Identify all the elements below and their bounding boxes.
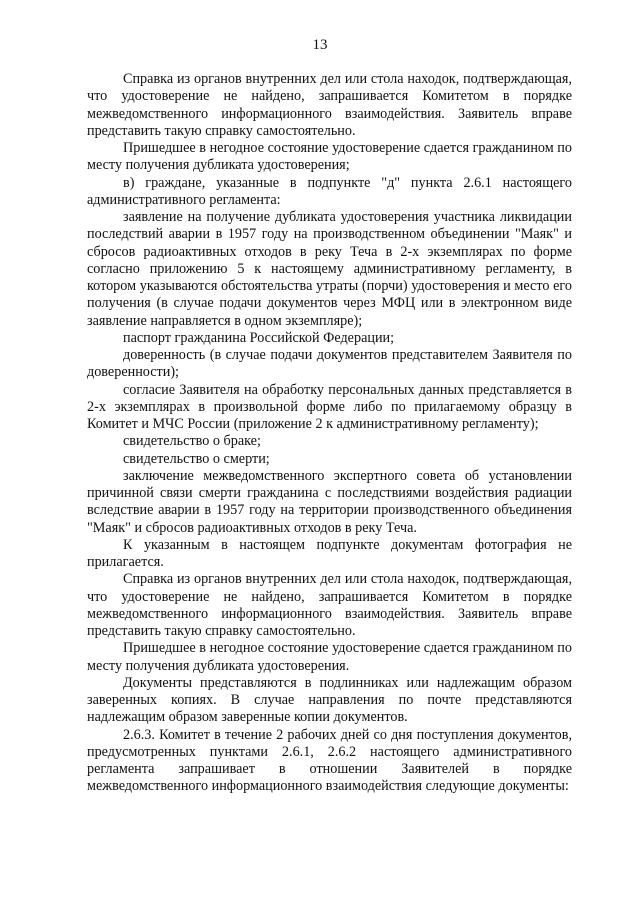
document-body bbox=[87, 71, 572, 796]
page-number: 13 bbox=[312, 37, 328, 53]
paragraph: заключение межведомственного экспертного совета об установлении причинной связи смерти гражданина с последствиями воздействия радиации вследствие аварии в 1957 году на территории производственного объединения "Маяк" и сбросов радиоактивных отходов в реку Теча. bbox=[87, 467, 572, 536]
paragraph: Пришедшее в негодное состояние удостоверение сдается гражданином по месту получения дубликата удостоверения. bbox=[87, 640, 572, 674]
paragraph: согласие Заявителя на обработку персональных данных представляется в 2-х экземплярах в произвольной форме либо по прилагаемому образцу в Комитет и МЧС России (приложение 2 к административному регламенту); bbox=[87, 381, 572, 432]
paragraph: в) граждане, указанные в подпункте "д" пункта 2.6.1 настоящего административного регламента: bbox=[87, 174, 572, 208]
paragraph: свидетельство о браке; bbox=[123, 433, 261, 450]
paragraph: 2.6.3. Комитет в течение 2 рабочих дней со дня поступления документов, предусмотренных пунктами 2.6.1, 2.6.2 настоящего административного регламента запрашивает в отношении Заявителей в порядке межведомственного информационного взаимодействия следующие документы: bbox=[87, 726, 572, 795]
paragraph: Документы представляются в подлинниках или надлежащим образом заверенных копиях. В случае направления по почте представляются надлежащим образом заверенные копии документов. bbox=[87, 674, 572, 726]
paragraph: паспорт гражданина Российской Федерации; bbox=[123, 329, 395, 346]
paragraph: доверенность (в случае подачи документов представителем Заявителя по доверенности); bbox=[87, 347, 572, 381]
paragraph: К указанным в настоящем подпункте документам фотография не прилагается. bbox=[87, 536, 572, 570]
paragraph: заявление на получение дубликата удостоверения участника ликвидации последствий аварии в 1957 году на производственном объединении "Маяк" и сбросов радиоактивных отходов в реку Теча в 2-х экземплярах по форме согласно приложению 5 к настоящему административному регламенту, в котором указываются обстоятельства утраты (порчи) удостоверения и место его получения (в случае подачи документов через МФЦ или в электронном виде заявление направляется в одном экземпляре); bbox=[87, 209, 572, 329]
paragraph: свидетельство о смерти; bbox=[123, 450, 270, 467]
paragraph: Справка из органов внутренних дел или стола находок, подтверждающая, что удостоверение не найдено, запрашивается Комитетом в порядке межведомственного информационного взаимодействия. Заявитель вправе представить такую справку самостоятельно. bbox=[87, 571, 572, 639]
paragraph: Пришедшее в негодное состояние удостоверение сдается гражданином по месту получения дубликата удостоверения; bbox=[87, 140, 572, 174]
paragraph: Справка из органов внутренних дел или стола находок, подтверждающая, что удостоверение не найдено, запрашивается Комитетом в порядке межведомственного информационного взаимодействия. Заявитель вправе представить такую справку самостоятельно. bbox=[87, 71, 572, 139]
